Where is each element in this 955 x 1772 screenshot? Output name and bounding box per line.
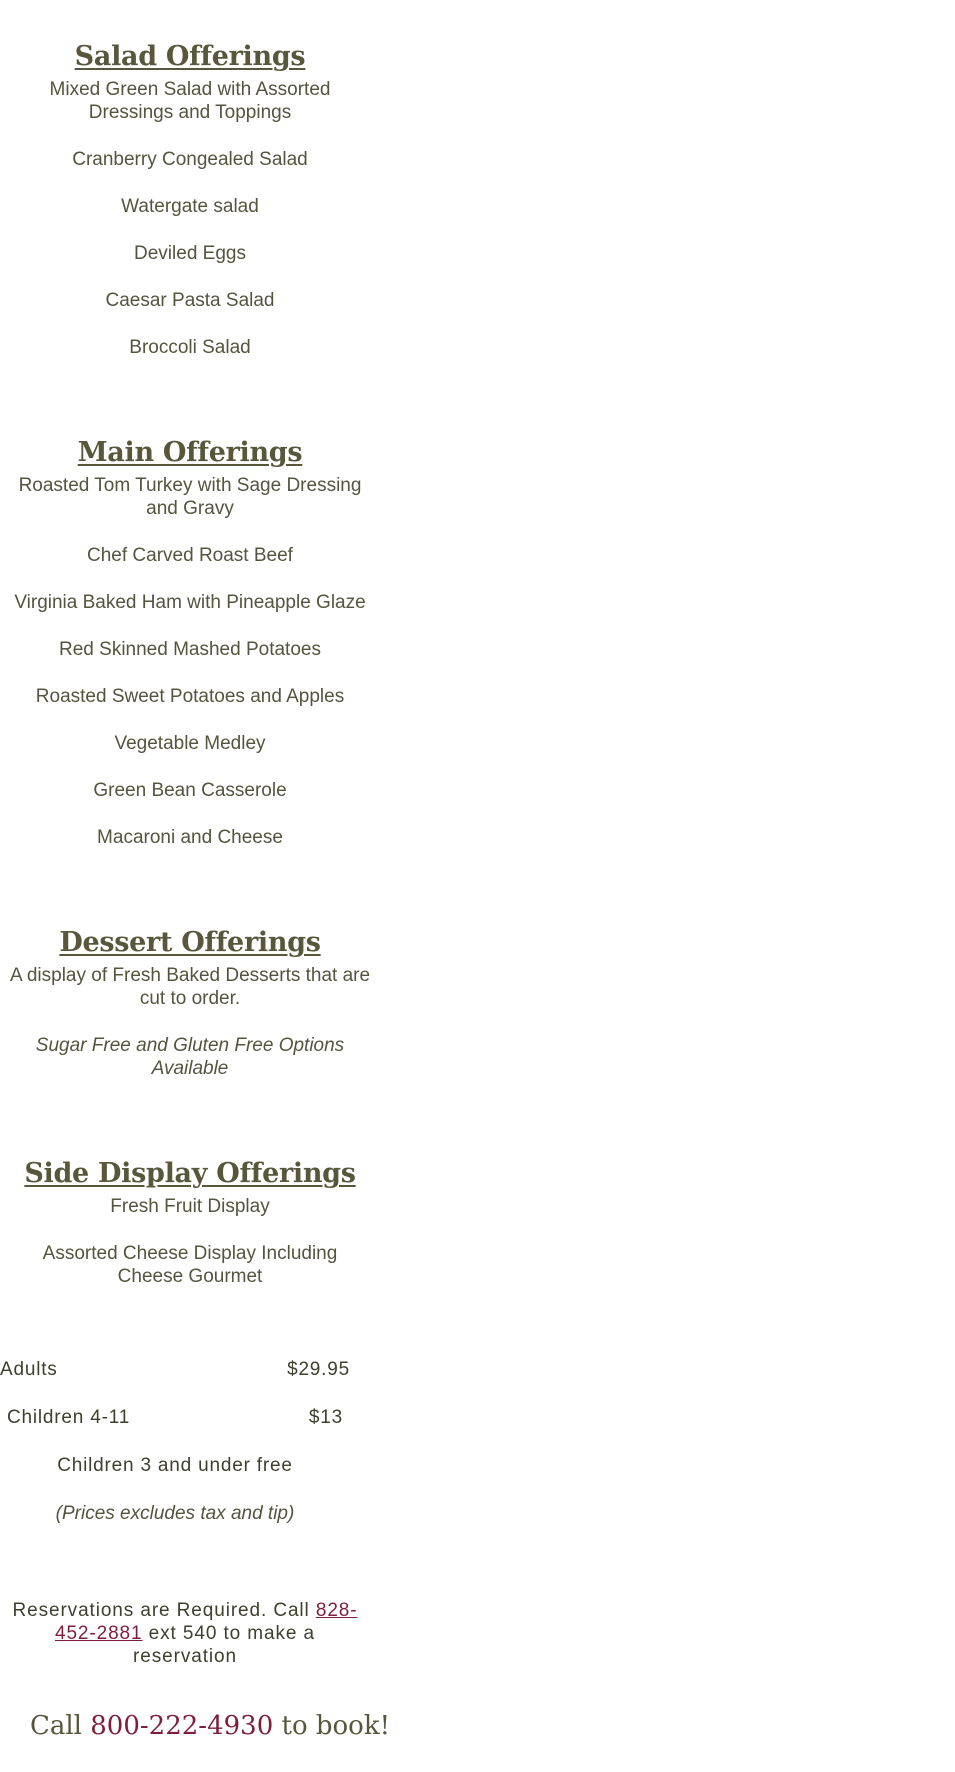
side-display-heading: Side Display Offerings xyxy=(24,1158,356,1189)
booking-suffix: to book! xyxy=(273,1711,391,1741)
booking-prefix: Call xyxy=(29,1711,91,1741)
children-price: $13 xyxy=(308,1407,343,1428)
reservation-note xyxy=(0,1525,370,1668)
main-item: Roasted Sweet Potatoes and Apples xyxy=(35,686,345,707)
adults-label: Adults xyxy=(0,1359,58,1380)
children-label: Children 4-11 xyxy=(7,1407,131,1428)
dessert-options-note: Sugar Free and Gluten Free Options Available xyxy=(35,1035,345,1079)
main-item: Green Bean Casserole xyxy=(93,780,287,801)
dessert-item: A display of Fresh Baked Desserts that are cut to order. xyxy=(9,965,371,1009)
booking-call xyxy=(0,1668,420,1742)
salad-list xyxy=(0,78,380,359)
salad-heading: Salad Offerings xyxy=(74,41,306,72)
main-item: Red Skinned Mashed Potatoes xyxy=(59,639,321,660)
salad-section xyxy=(0,0,380,359)
booking-phone[interactable]: 800-222-4930 xyxy=(90,1711,274,1741)
dessert-heading: Dessert Offerings xyxy=(59,927,321,958)
reservation-suffix: ext 540 to make a reservation xyxy=(133,1623,315,1667)
main-list xyxy=(0,474,380,849)
dessert-list xyxy=(0,964,380,1080)
side-display-item: Assorted Cheese Display Including Cheese Gourmet xyxy=(42,1243,338,1287)
children-price-row xyxy=(0,1406,350,1429)
main-item: Chef Carved Roast Beef xyxy=(87,545,293,566)
children-free-note: Children 3 and under free xyxy=(57,1455,293,1476)
tax-note: (Prices excludes tax and tip) xyxy=(55,1503,295,1524)
salad-item: Broccoli Salad xyxy=(129,337,251,358)
side-display-section xyxy=(0,1104,380,1288)
salad-item: Deviled Eggs xyxy=(134,243,246,264)
main-section xyxy=(0,383,380,849)
reservation-phone-link[interactable]: 828-452-2881 xyxy=(54,1600,358,1644)
adults-price-row xyxy=(0,1358,350,1381)
side-display-item: Fresh Fruit Display xyxy=(110,1196,270,1217)
main-item: Roasted Tom Turkey with Sage Dressing and Gravy xyxy=(18,475,362,519)
dessert-section xyxy=(0,873,380,1080)
adults-price: $29.95 xyxy=(287,1359,350,1380)
salad-item: Mixed Green Salad with Assorted Dressings and Toppings xyxy=(49,79,331,123)
main-item: Vegetable Medley xyxy=(114,733,266,754)
main-heading: Main Offerings xyxy=(77,437,303,468)
salad-item: Watergate salad xyxy=(121,196,259,217)
pricing-section xyxy=(0,1312,350,1525)
reservation-prefix: Reservations are Required. Call xyxy=(12,1600,316,1621)
salad-item: Cranberry Congealed Salad xyxy=(72,149,308,170)
main-item: Macaroni and Cheese xyxy=(97,827,283,848)
salad-item: Caesar Pasta Salad xyxy=(105,290,275,311)
side-display-list xyxy=(0,1195,380,1288)
main-item: Virginia Baked Ham with Pineapple Glaze xyxy=(14,592,366,613)
